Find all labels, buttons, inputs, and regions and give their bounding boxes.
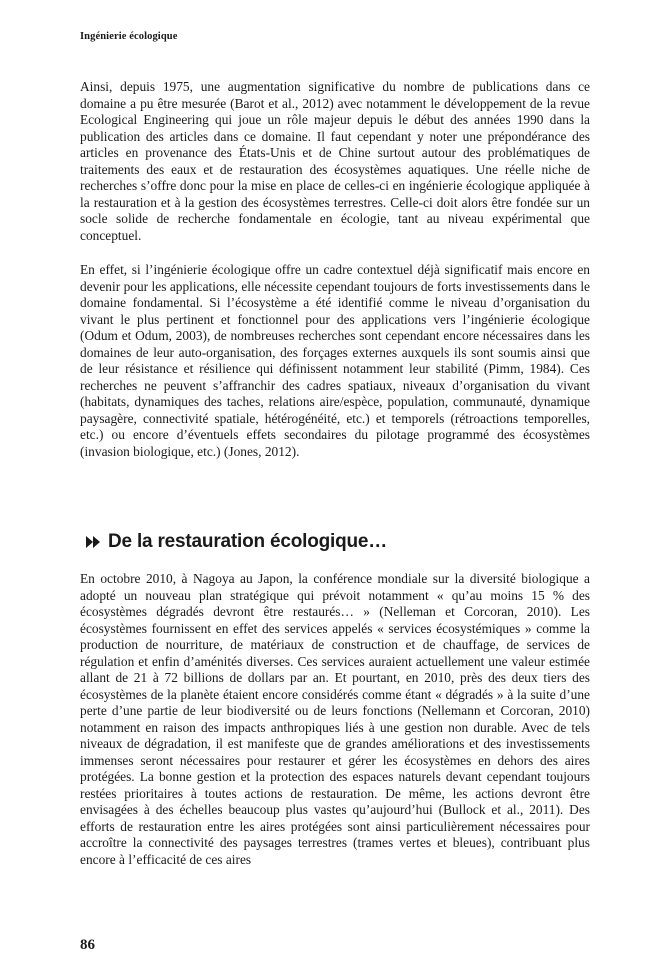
body-paragraph-3: En octobre 2010, à Nagoya au Japon, la conférence mondiale sur la diversité biologique a adopté un nouveau plan stratégique qui prévoit notamment « qu’au moins 15 % des écosystèmes dégradés devront être restaurés… » (Nelleman et Corcoran, 2010). Les écosystèmes fournissent en effet des services appelés « services écosystémiques » comme la production de nourriture, de matériaux de construction et de chauffage, de services de régulation et enfin d’aménités diverses. Ces services auraient actuellement une valeur estimée allant de 21 à 72 billions de dollars par an. Et pourtant, en 2010, près des deux tiers des écosystèmes de la planète étaient encore considérés comme étant « dégradés » à la suite d’une perte d’une partie de leur biodiversité ou de leurs fonctions (Nellemann et Corcoran, 2010) notamment en raison des impacts anthropiques liés à une gestion non durable. Avec de tels niveaux de dégradation, il est manifeste que de grandes améliorations et des investissements immenses seront nécessaires pour restaurer et gérer les écosystèmes en dehors des aires protégées. La bonne gestion et la protection des espaces naturels devant cependant toujours restées prioritaires à toutes actions de restauration. De même, les actions devront être envisagées à des échelles beaucoup plus vastes qu’aujourd’hui (Bullock et al., 2011). Des efforts de restauration entre les aires protégées sont ainsi particulièrement nécessaires pour accroître la connectivité des paysages terrestres (trames vertes et bleues), contribuant plus encore à l’efficacité de ces aires [80, 571, 590, 867]
body-paragraph-2: En effet, si l’ingénierie écologique offre un cadre contextuel déjà significatif mais encore en devenir pour les applications, elle nécessite cependant toujours de forts investissements dans le domaine fondamental. Si l’écosystème a été identifié comme le niveau d’organisation du vivant le plus pertinent et fonctionnel pour des applications vers l’ingénierie écologique (Odum et Odum, 2003), de nombreuses recherches sont cependant encore nécessaires dans les domaines de leur auto-organisation, des forçages externes auxquels ils sont soumis ainsi que de leur résistance et résilience qui définissent notamment leur stabilité (Pimm, 1984). Ces recherches ne peuvent s’affranchir des cadres spatiaux, niveaux d’organisation du vivant (habitats, dynamiques des taches, relations aire/espèce, population, communauté, dynamique paysagère, connectivité spatiale, hétérogénéité, etc.) et temporels (rétroactions temporelles, etc.) ou encore d’éventuels effets secondaires du pilotage programmé des écosystèmes (invasion biologique, etc.) (Jones, 2012). [80, 262, 590, 459]
running-head: Ingénierie écologique [80, 31, 178, 42]
section-heading [86, 531, 387, 553]
section-heading-text: De la restauration écologique… [108, 531, 388, 552]
page-number: 86 [80, 937, 95, 953]
body-paragraph-1: Ainsi, depuis 1975, une augmentation significative du nombre de publications dans ce domaine a pu être mesurée (Barot et al., 2012) avec notamment le développement de la revue Ecological Engineering qui joue un rôle majeur depuis le début des années 1990 dans la publication des articles dans ce domaine. Il faut cependant y noter une prépondérance des articles en provenance des États-Unis et de Chine surtout autour des problématiques de traitements des eaux et de restauration des écosystèmes aquatiques. Une réelle niche de recherches s’offre donc pour la mise en place de celles-ci en ingénierie écologique appliquée à la restauration et à la gestion des écosystèmes terrestres. Celle-ci doit alors être fondée sur un socle solide de recherche fondamentale en écologie, tant au niveau expérimental que conceptuel. [80, 79, 590, 243]
double-right-arrow-icon [86, 536, 100, 548]
